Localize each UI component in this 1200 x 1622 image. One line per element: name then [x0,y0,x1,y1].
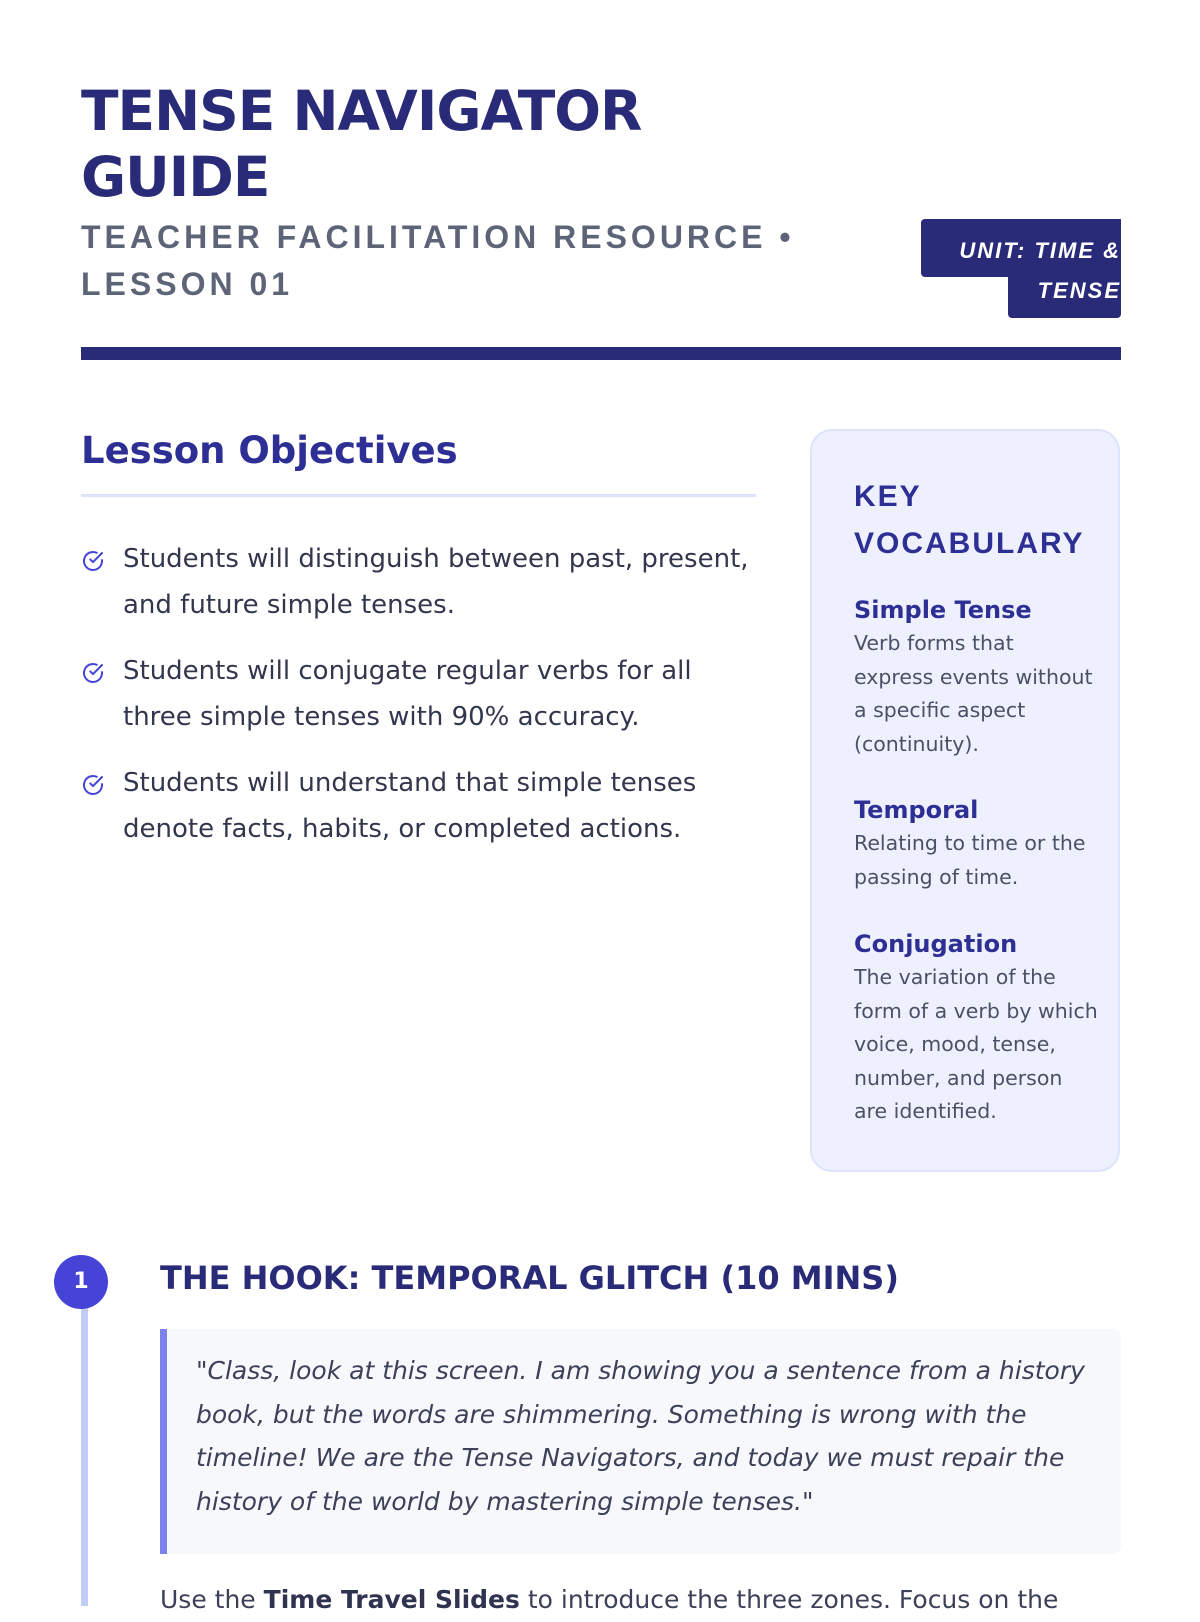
objectives-heading: Lesson Objectives [81,429,458,472]
objectives-divider [81,494,756,497]
objective-text: Students will understand that simple tenses denote facts, habits, or completed actions. [123,768,697,844]
step-timeline-line [81,1306,88,1606]
quote-text: "Class, look at this screen. I am showing you a sentence from a history book, but the words are shimmering. Something is wrong with the timeline! We are the Tense Navigators, and today we must repair the history of the world by mastering simple tenses." [196,1356,1085,1516]
instruction-suffix: to introduce the three zones. Focus on the [519,1585,1059,1614]
instruction-resource-link: Time Travel Slides [263,1585,520,1614]
check-circle-icon [81,661,105,685]
vocab-term [854,793,1099,894]
vocab-term-name: Simple Tense [854,596,1032,624]
instruction-prefix: Use the [160,1585,264,1614]
key-vocabulary-panel [810,429,1120,1172]
page-title: TENSE NAVIGATOR GUIDE [81,79,642,209]
objective-item [81,536,761,628]
vocab-term [854,927,1099,1129]
unit-badge-label: UNIT: TIME & TENSE [959,238,1121,303]
check-circle-icon [81,549,105,573]
vocab-term-definition: The variation of the form of a verb by which voice, mood, tense, number, and person are identified. [854,965,1098,1123]
vocab-term-name: Temporal [854,796,979,824]
objective-item [81,648,761,740]
step-number-badge: 1 [54,1255,108,1309]
vocab-term-definition: Relating to time or the passing of time. [854,831,1086,889]
objective-text: Students will distinguish between past, present, and future simple tenses. [123,544,749,620]
teacher-script-quote [160,1329,1121,1554]
step-instructions [160,1578,1121,1622]
unit-badge [921,219,1121,318]
vocabulary-title: KEY VOCABULARY [854,480,1085,560]
lesson-page [73,0,1121,1614]
vocab-term-name: Conjugation [854,930,1018,958]
vocab-term-definition: Verb forms that express events without a specific aspect (continuity). [854,631,1093,756]
step-title: THE HOOK: TEMPORAL GLITCH (10 MINS) [160,1259,899,1297]
objective-item [81,760,761,852]
check-circle-icon [81,773,105,797]
vocab-term [854,593,1099,761]
page-subtitle: TEACHER FACILITATION RESOURCE • LESSON 01 [81,219,795,302]
objective-text: Students will conjugate regular verbs for all three simple tenses with 90% accuracy. [123,656,692,732]
objectives-list [81,536,761,872]
header-divider [81,347,1121,360]
